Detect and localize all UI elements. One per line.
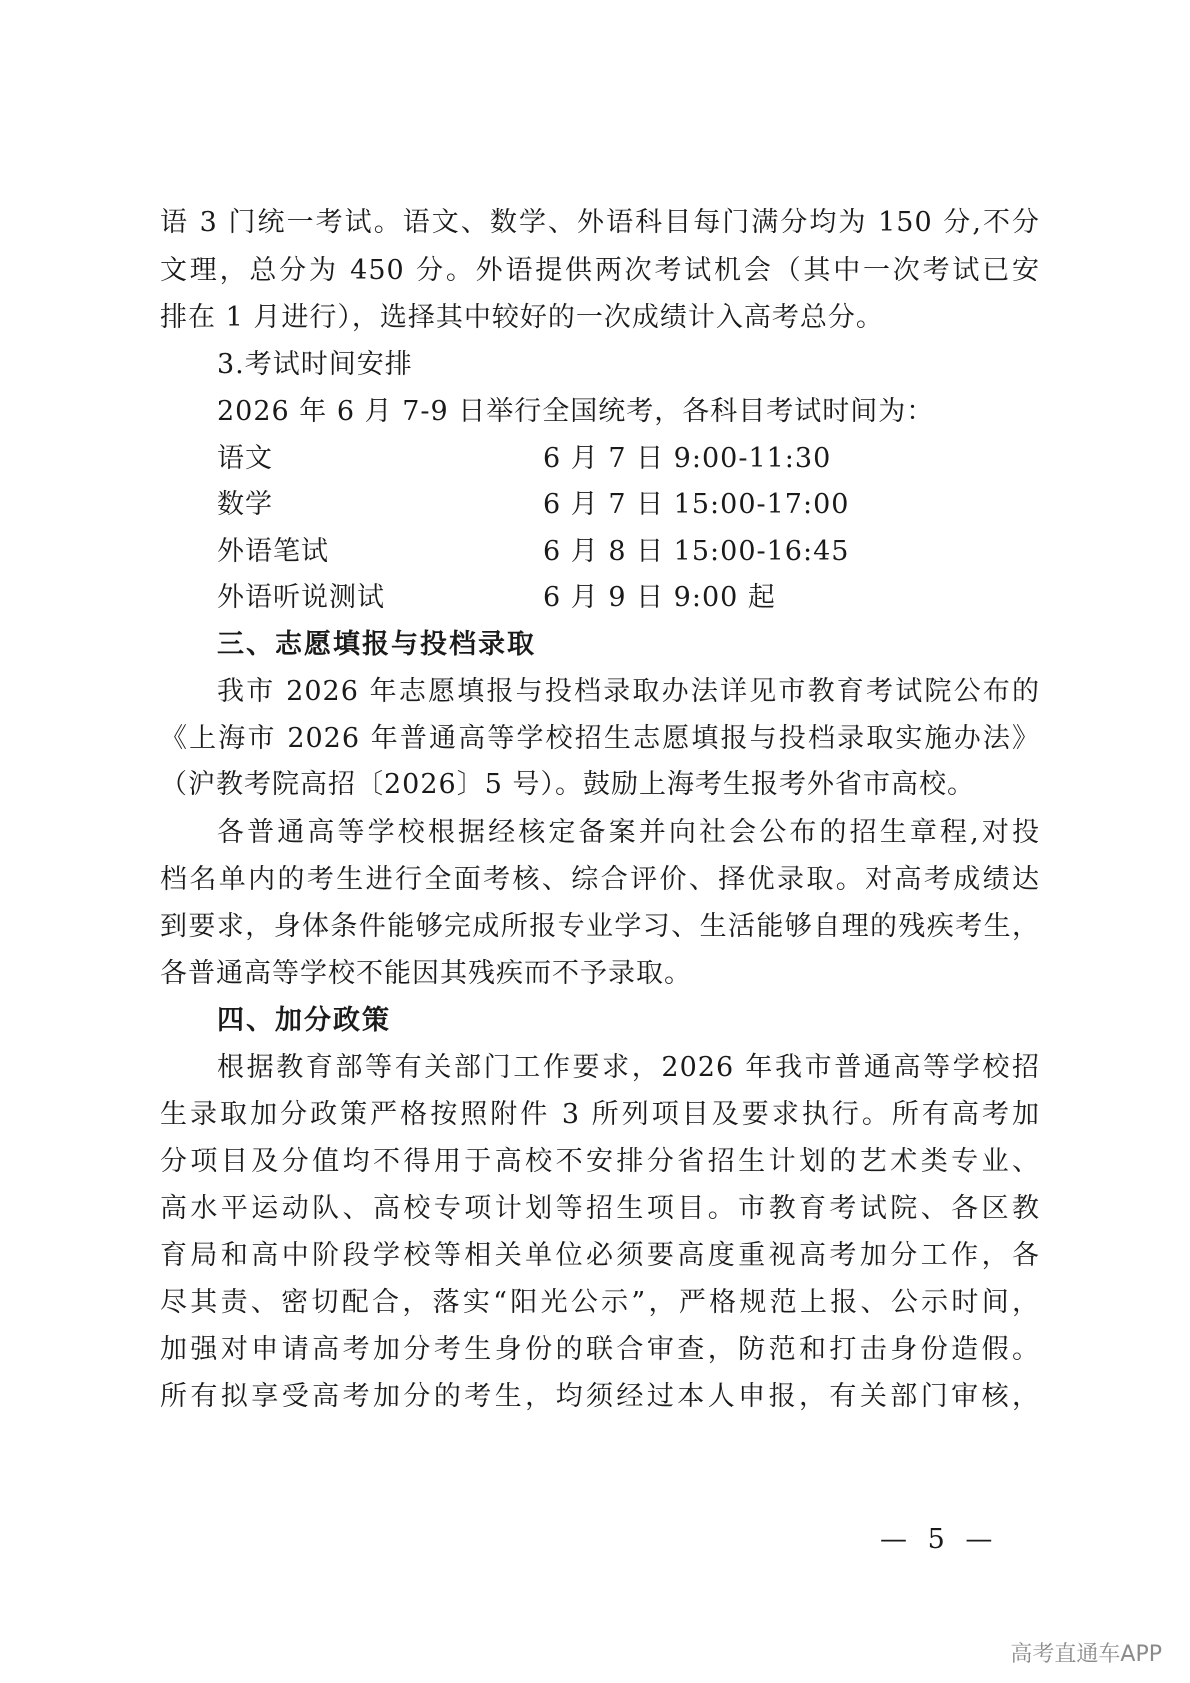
watermark: 高考直通车APP <box>1010 1642 1162 1667</box>
paragraph-line: 档名单内的考生进行全面考核、综合评价、择优录取。对高考成绩达 <box>160 864 1040 895</box>
paragraph-line: 我市 2026 年志愿填报与投档录取办法详见市教育考试院公布的 <box>217 676 1040 707</box>
paragraph-line: 所有拟享受高考加分的考生，均须经过本人申报，有关部门审核， <box>160 1381 1040 1412</box>
schedule-subject: 外语听说测试 <box>217 582 385 613</box>
schedule-time: 6 月 7 日 9:00-11:30 <box>543 443 832 474</box>
section-heading-admission: 三、志愿填报与投档录取 <box>217 629 536 660</box>
page-number: — 5 — <box>880 1524 999 1555</box>
schedule-time: 6 月 7 日 15:00-17:00 <box>543 489 850 520</box>
paragraph-line: 各普通高等学校不能因其残疾而不予录取。 <box>160 958 692 989</box>
paragraph-line: 各普通高等学校根据经核定备案并向社会公布的招生章程,对投 <box>217 817 1040 848</box>
paragraph-line: 根据教育部等有关部门工作要求，2026 年我市普通高等学校招 <box>217 1052 1040 1083</box>
schedule-subject: 外语笔试 <box>217 536 329 567</box>
paragraph-line: 育局和高中阶段学校等相关单位必须要高度重视高考加分工作，各 <box>160 1240 1040 1271</box>
paragraph-line: 文理，总分为 450 分。外语提供两次考试机会（其中一次考试已安 <box>160 255 1040 286</box>
section-heading-bonus-points: 四、加分政策 <box>217 1005 391 1036</box>
schedule-subject: 数学 <box>217 489 273 520</box>
paragraph-line: 《上海市 2026 年普通高等学校招生志愿填报与投档录取实施办法》 <box>160 723 1040 754</box>
paragraph-line: 生录取加分政策严格按照附件 3 所列项目及要求执行。所有高考加 <box>160 1099 1040 1130</box>
paragraph-line: 排在 1 月进行），选择其中较好的一次成绩计入高考总分。 <box>160 302 884 333</box>
paragraph-line: （沪教考院高招〔2026〕5 号）。鼓励上海考生报考外省市高校。 <box>160 769 975 800</box>
paragraph-line: 到要求，身体条件能够完成所报专业学习、生活能够自理的残疾考生， <box>160 911 1040 942</box>
schedule-intro: 2026 年 6 月 7-9 日举行全国统考，各科目考试时间为： <box>217 396 935 427</box>
paragraph-line: 尽其责、密切配合，落实“阳光公示”，严格规范上报、公示时间， <box>160 1287 1040 1318</box>
subheading-exam-schedule: 3.考试时间安排 <box>217 349 413 380</box>
paragraph-line: 高水平运动队、高校专项计划等招生项目。市教育考试院、各区教 <box>160 1193 1040 1224</box>
paragraph-line: 分项目及分值均不得用于高校不安排分省招生计划的艺术类专业、 <box>160 1146 1040 1177</box>
schedule-time: 6 月 9 日 9:00 起 <box>543 582 776 613</box>
schedule-subject: 语文 <box>217 443 273 474</box>
paragraph-line: 加强对申请高考加分考生身份的联合审查，防范和打击身份造假。 <box>160 1334 1040 1365</box>
schedule-time: 6 月 8 日 15:00-16:45 <box>543 536 850 567</box>
paragraph-line: 语 3 门统一考试。语文、数学、外语科目每门满分均为 150 分,不分 <box>160 207 1040 238</box>
